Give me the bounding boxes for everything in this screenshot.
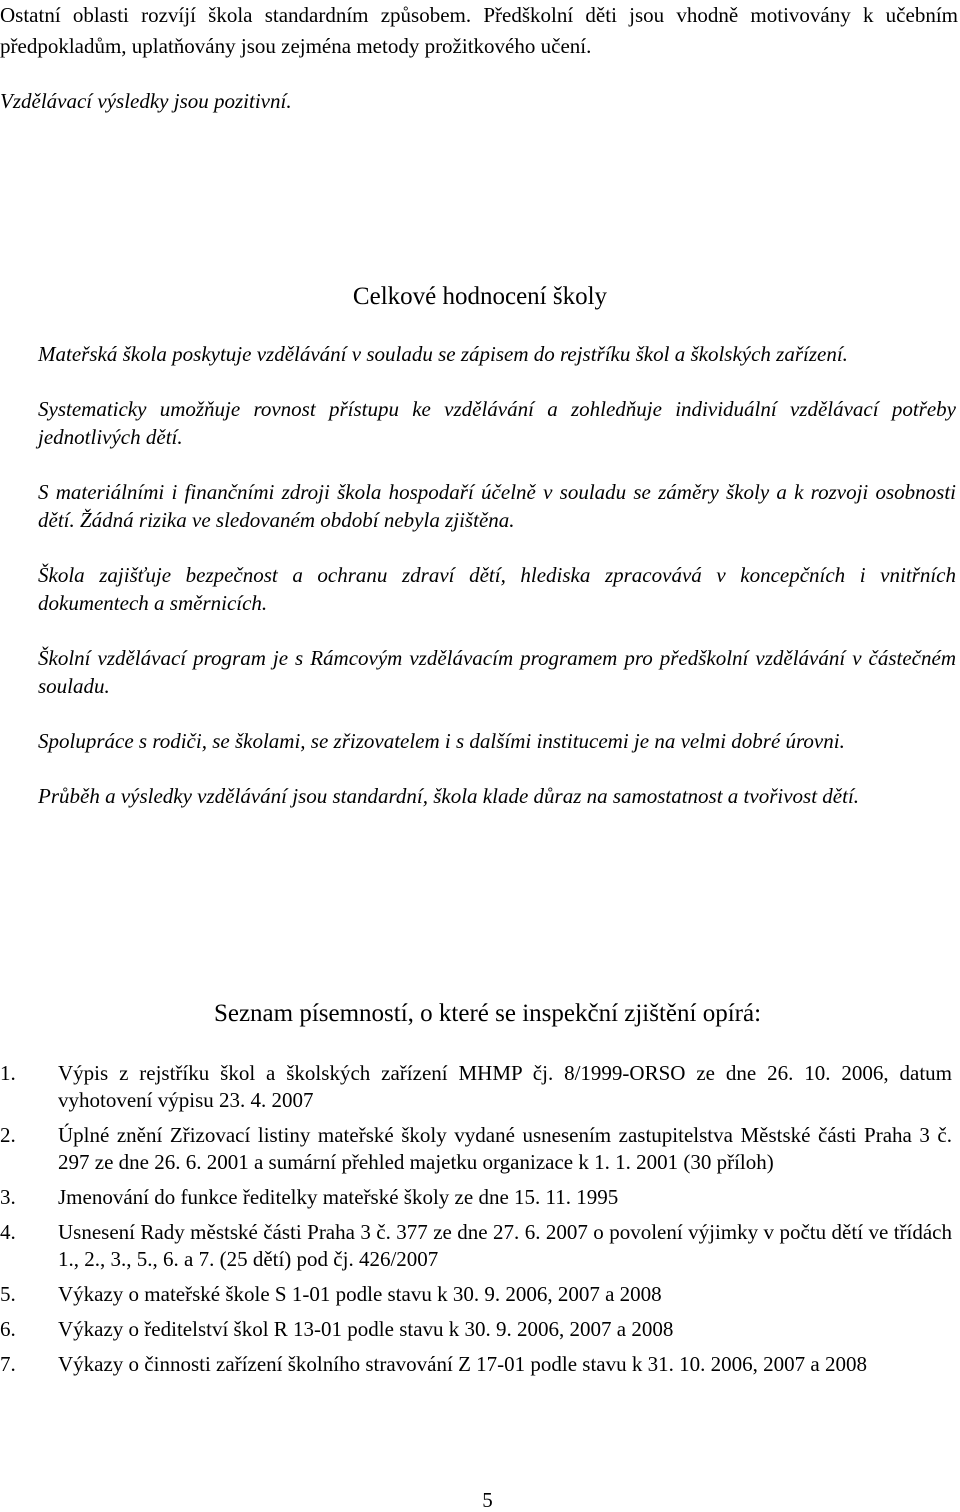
list-item-number: 3. (0, 1185, 16, 1209)
evaluation-paragraph-4: Škola zajišťuje bezpečnost a ochranu zdraví dětí, hlediska zpracovává v koncepčních i vnitřních dokumentech a směrnicích. (38, 563, 956, 615)
list-item-text: Jmenování do funkce ředitelky mateřské školy ze dne 15. 11. 1995 (58, 1185, 619, 1209)
intro-paragraph: Ostatní oblasti rozvíjí škola standardním způsobem. Předškolní děti jsou vhodně motivovány k učebním předpokladům, uplatňovány jsou zejména metody prožitkového učení. (0, 3, 958, 58)
list-item-number: 6. (0, 1317, 16, 1341)
evaluation-paragraph-3: S materiálními i finančními zdroji škola hospodaří účelně v souladu se záměry školy a k rozvoji osobnosti dětí. Žádná rizika ve sledovaném období nebyla zjištěna. (38, 480, 956, 532)
evaluation-paragraph-6: Spolupráce s rodiči, se školami, se zřizovatelem i s dalšími institucemi je na velmi dobré úrovni. (38, 729, 845, 753)
intro-results: Vzdělávací výsledky jsou pozitivní. (0, 89, 292, 113)
page-number: 5 (482, 1488, 493, 1512)
documents-heading: Seznam písemností, o které se inspekční zjištění opírá: (213, 1000, 762, 1027)
list-item-text: Výkazy o mateřské škole S 1-01 podle stavu k 30. 9. 2006, 2007 a 2008 (58, 1282, 662, 1306)
list-item-text: Úplné znění Zřizovací listiny mateřské školy vydané usnesením zastupitelstva Městské části Praha 3 č. 297 ze dne 26. 6. 2001 a sumární přehled majetku organizace k 1. 1. 2001 (30 příloh) (58, 1123, 952, 1174)
list-item-number: 5. (0, 1282, 16, 1306)
documents-list (0, 1060, 952, 1386)
evaluation-paragraph-2: Systematicky umožňuje rovnost přístupu ke vzdělávání a zohledňuje individuální vzdělávací potřeby jednotlivých dětí. (38, 397, 956, 449)
list-item-number: 7. (0, 1352, 16, 1376)
evaluation-paragraph-1: Mateřská škola poskytuje vzdělávání v souladu se zápisem do rejstříku škol a školských zařízení. (38, 342, 848, 366)
list-item (0, 1184, 952, 1211)
list-item-number: 1. (0, 1061, 16, 1085)
list-item-text: Výpis z rejstříku škol a školských zařízení MHMP čj. 8/1999-ORSO ze dne 26. 10. 2006, datum vyhotovení výpisu 23. 4. 2007 (58, 1061, 952, 1112)
list-item (0, 1122, 952, 1176)
list-item (0, 1219, 952, 1273)
list-item (0, 1351, 952, 1378)
list-item (0, 1060, 952, 1114)
list-item-number: 2. (0, 1123, 16, 1147)
list-item (0, 1281, 952, 1308)
list-item-text: Výkazy o ředitelství škol R 13-01 podle stavu k 30. 9. 2006, 2007 a 2008 (58, 1317, 674, 1341)
evaluation-heading: Celkové hodnocení školy (352, 283, 608, 310)
list-item-text: Usnesení Rady městské části Praha 3 č. 377 ze dne 27. 6. 2007 o povolení výjimky v počtu dětí ve třídách 1., 2., 3., 5., 6. a 7. (25 dětí) pod čj. 426/2007 (58, 1220, 952, 1271)
list-item-number: 4. (0, 1220, 16, 1244)
list-item-text: Výkazy o činnosti zařízení školního stravování Z 17-01 podle stavu k 31. 10. 2006, 2007 a 2008 (58, 1352, 867, 1376)
list-item (0, 1316, 952, 1343)
evaluation-paragraph-7: Průběh a výsledky vzdělávání jsou standardní, škola klade důraz na samostatnost a tvořivost dětí. (38, 784, 860, 808)
evaluation-section (38, 340, 956, 837)
evaluation-paragraph-5: Školní vzdělávací program je s Rámcovým vzdělávacím programem pro předškolní vzdělávání v částečném souladu. (38, 646, 956, 698)
